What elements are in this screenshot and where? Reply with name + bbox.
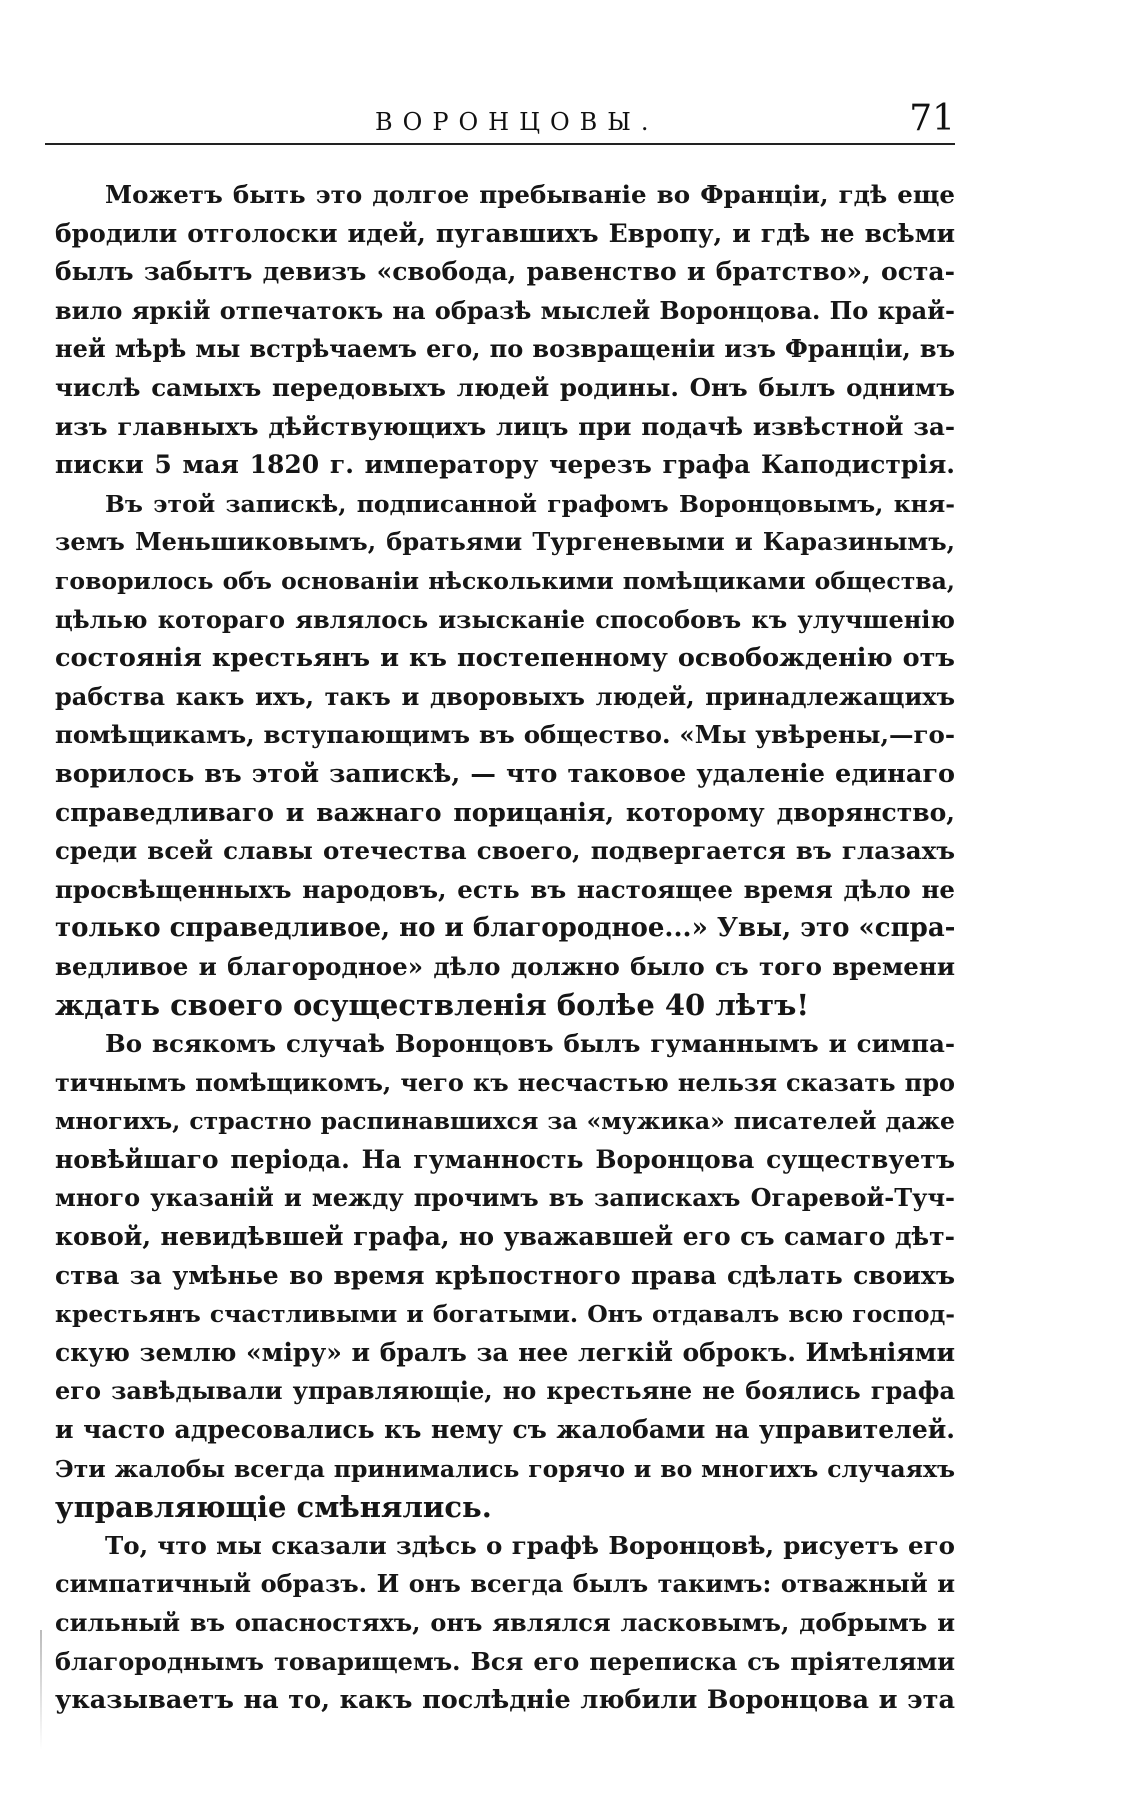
text-line: Можетъ быть это долгое пребываніе во Франціи, гдѣ еще	[105, 180, 955, 209]
text-line: управляющіе смѣнялись.	[55, 1490, 492, 1525]
text-line: и часто адресовались къ нему съ жалобами на управителей.	[55, 1415, 955, 1444]
text-line: рабства какъ ихъ, такъ и дворовыхъ людей, принадлежащихъ	[55, 681, 955, 711]
text-line: помѣщикамъ, вступающимъ въ общество. «Мы увѣрены,—го-	[55, 720, 955, 750]
text-line: состоянія крестьянъ и къ постепенному освобожденію отъ	[55, 643, 955, 674]
text-line: ней мѣрѣ мы встрѣчаемъ его, по возвращеніи изъ Франціи, въ	[55, 334, 955, 364]
text-line: говорилось объ основаніи нѣсколькими помѣщиками общества,	[55, 566, 955, 595]
text-line: Въ этой запискѣ, подписанной графомъ Воронцовымъ, кня-	[105, 489, 955, 518]
text-line: тичнымъ помѣщикомъ, чего къ несчастью нельзя сказать про	[55, 1067, 955, 1097]
text-line: благороднымъ товарищемъ. Вся его переписка съ пріятелями	[55, 1646, 955, 1676]
page-number: 71	[909, 98, 955, 139]
text-line: многихъ, страстно распинавшихся за «мужика» писателей даже	[55, 1107, 955, 1136]
text-line: числѣ самыхъ передовыхъ людей родины. Онъ былъ однимъ	[55, 372, 955, 402]
body-text	[55, 176, 955, 1720]
text-line: ждать своего осуществленія болѣе 40 лѣтъ!	[55, 988, 810, 1023]
text-line: ведливое и благородное» дѣло должно было съ того времени	[55, 951, 955, 981]
running-header	[45, 96, 955, 146]
text-line: ства за умѣнье во время крѣпостного права сдѣлать своихъ	[55, 1260, 955, 1290]
text-line: указываетъ на то, какъ послѣдніе любили Воронцова и эта	[55, 1685, 955, 1716]
text-line: скую землю «міру» и бралъ за нее легкій оброкъ. Имѣніями	[55, 1337, 955, 1367]
text-line: вило яркій отпечатокъ на образѣ мыслей Воронцова. По край-	[55, 295, 955, 325]
text-line: сильный въ опасностяхъ, онъ являлся ласковымъ, добрымъ и	[55, 1607, 955, 1637]
text-line: бродили отголоски идей, пугавшихъ Европу, и гдѣ не всѣми	[55, 218, 955, 248]
running-title: ВОРОНЦОВЫ.	[375, 108, 659, 136]
text-line: ворилось въ этой запискѣ, — что таковое удаленіе единаго	[55, 758, 955, 789]
text-line: новѣйшаго періода. На гуманность Воронцова существуетъ	[55, 1144, 955, 1174]
text-line: только справедливое, но и благородное...» Увы, это «спра-	[55, 913, 956, 944]
text-line: среди всей славы отечества своего, подвергается въ глазахъ	[55, 836, 955, 866]
text-line: былъ забытъ девизъ «свобода, равенство и братство», оста-	[55, 257, 955, 287]
text-line: То, что мы сказали здѣсь о графѣ Воронцовѣ, рисуетъ его	[105, 1530, 955, 1560]
text-line: просвѣщенныхъ народовъ, есть въ настоящее время дѣло не	[55, 874, 955, 904]
text-line: Эти жалобы всегда принимались горячо и во многихъ случаяхъ	[55, 1454, 955, 1483]
text-line: справедливаго и важнаго порицанія, которому дворянство,	[55, 797, 955, 827]
header-rule	[45, 143, 955, 145]
text-line: ковой, невидѣвшей графа, но уважавшей его съ самаго дѣт-	[55, 1222, 955, 1252]
text-line: писки 5 мая 1820 г. императору черезъ графа Каподистрія.	[55, 450, 955, 480]
text-line: симпатичный образъ. И онъ всегда былъ такимъ: отважный и	[55, 1569, 955, 1599]
text-line: изъ главныхъ дѣйствующихъ лицъ при подачѣ извѣстной за-	[55, 411, 955, 441]
text-line: крестьянъ счастливыми и богатыми. Онъ отдавалъ всю господ-	[55, 1300, 955, 1329]
text-line: его завѣдывали управляющіе, но крестьяне не боялись графа	[55, 1376, 955, 1406]
text-line: земъ Меньшиковымъ, братьями Тургеневыми и Каразинымъ,	[55, 527, 955, 557]
scan-margin-mark	[40, 1630, 42, 1750]
text-line: цѣлью котораго являлось изысканіе способовъ къ улучшенію	[55, 604, 955, 634]
text-line: много указаній и между прочимъ въ запискахъ Огаревой-Туч-	[55, 1183, 955, 1213]
text-line: Во всякомъ случаѣ Воронцовъ былъ гуманнымъ и симпа-	[105, 1029, 955, 1059]
